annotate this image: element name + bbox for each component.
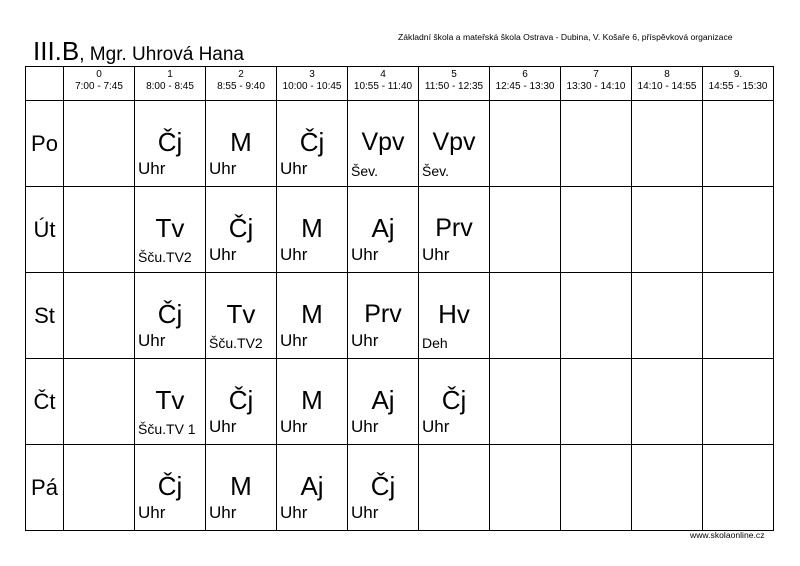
empty-cell xyxy=(490,101,561,187)
day-row-st xyxy=(26,273,774,359)
period-number: 4 xyxy=(380,69,386,80)
lesson-teacher: Uhr xyxy=(209,159,237,178)
lesson-teacher: Šču.TV2 xyxy=(138,249,192,265)
lesson-teacher: Uhr xyxy=(209,245,237,264)
lesson-subject: M xyxy=(301,299,323,329)
empty-cell xyxy=(490,445,561,531)
empty-cell xyxy=(64,359,135,445)
period-number: 9. xyxy=(733,69,743,80)
lesson-cell xyxy=(206,273,277,359)
lesson-subject: Tv xyxy=(226,299,256,329)
lesson-subject: Hv xyxy=(438,299,470,329)
period-time: 12:45 - 13:30 xyxy=(495,81,555,92)
corner-cell xyxy=(26,67,64,101)
lesson-subject: M xyxy=(230,127,252,157)
day-name: Po xyxy=(26,101,64,187)
footer-website: www.skolaonline.cz xyxy=(690,530,765,540)
period-time: 7:00 - 7:45 xyxy=(75,81,123,92)
lesson-teacher: Uhr xyxy=(422,245,450,264)
empty-cell xyxy=(561,101,632,187)
lesson-cell xyxy=(277,187,348,273)
lesson-cell xyxy=(419,359,490,445)
lesson-subject: Tv xyxy=(155,385,185,415)
period-time: 8:00 - 8:45 xyxy=(146,81,194,92)
day-name: Pá xyxy=(26,445,64,531)
empty-cell xyxy=(632,273,703,359)
lesson-subject: Prv xyxy=(435,214,473,242)
lesson-teacher: Uhr xyxy=(280,159,308,178)
period-number: 5 xyxy=(451,69,457,80)
period-header-8 xyxy=(632,67,703,101)
empty-cell xyxy=(703,273,774,359)
empty-cell xyxy=(490,273,561,359)
lesson-subject: Aj xyxy=(371,213,395,243)
empty-cell xyxy=(64,445,135,531)
empty-cell xyxy=(490,187,561,273)
period-time: 10:00 - 10:45 xyxy=(282,81,342,92)
empty-cell xyxy=(632,101,703,187)
empty-cell xyxy=(64,187,135,273)
class-name: III.B xyxy=(33,36,80,66)
period-header-row xyxy=(26,67,774,101)
lesson-subject: Prv xyxy=(364,300,402,328)
lesson-cell xyxy=(206,445,277,531)
lesson-cell xyxy=(206,359,277,445)
empty-cell xyxy=(703,187,774,273)
lesson-subject: Čj xyxy=(299,127,325,157)
period-header-0 xyxy=(64,67,135,101)
period-header-7 xyxy=(561,67,632,101)
empty-cell xyxy=(703,445,774,531)
empty-cell xyxy=(561,359,632,445)
lesson-teacher: Deh xyxy=(422,335,448,351)
lesson-teacher: Uhr xyxy=(280,245,308,264)
lesson-teacher: Šču.TV 1 xyxy=(138,421,196,437)
lesson-subject: Tv xyxy=(155,213,185,243)
empty-cell xyxy=(490,359,561,445)
period-header-5 xyxy=(419,67,490,101)
lesson-cell xyxy=(135,273,206,359)
lesson-cell xyxy=(348,187,419,273)
lesson-cell xyxy=(206,187,277,273)
school-name: Základní škola a mateřská škola Ostrava - Dubina, V. Košaře 6, příspěvková organizace xyxy=(398,32,733,42)
lesson-subject: M xyxy=(230,471,252,501)
lesson-teacher: Uhr xyxy=(209,503,237,522)
lesson-teacher: Uhr xyxy=(351,503,379,522)
lesson-subject: Vpv xyxy=(361,128,405,156)
day-name: Čt xyxy=(26,359,64,445)
lesson-teacher: Uhr xyxy=(351,331,379,350)
lesson-cell xyxy=(348,359,419,445)
lesson-subject: Čj xyxy=(441,385,467,415)
lesson-teacher: Šev. xyxy=(422,163,449,179)
period-number: 7 xyxy=(593,69,599,80)
period-time: 14:55 - 15:30 xyxy=(708,81,768,92)
lesson-cell xyxy=(135,101,206,187)
period-number: 1 xyxy=(167,69,173,80)
period-number: 0 xyxy=(96,69,102,80)
lesson-cell xyxy=(135,187,206,273)
period-time: 14:10 - 14:55 xyxy=(637,81,697,92)
period-header-6 xyxy=(490,67,561,101)
lesson-cell xyxy=(348,273,419,359)
lesson-teacher: Uhr xyxy=(280,417,308,436)
day-name: St xyxy=(26,273,64,359)
period-header-2 xyxy=(206,67,277,101)
empty-cell xyxy=(419,445,490,531)
lesson-subject: Čj xyxy=(157,299,183,329)
period-time: 13:30 - 14:10 xyxy=(566,81,626,92)
lesson-teacher: Uhr xyxy=(138,159,166,178)
period-header-1 xyxy=(135,67,206,101)
lesson-subject: Čj xyxy=(228,213,254,243)
timetable-grid xyxy=(25,66,774,531)
period-header-4 xyxy=(348,67,419,101)
lesson-cell xyxy=(348,445,419,531)
lesson-cell xyxy=(135,445,206,531)
lesson-subject: Aj xyxy=(300,471,324,501)
period-header-9 xyxy=(703,67,774,101)
lesson-teacher: Uhr xyxy=(138,503,166,522)
empty-cell xyxy=(64,273,135,359)
empty-cell xyxy=(632,445,703,531)
lesson-cell xyxy=(277,273,348,359)
lesson-cell xyxy=(419,187,490,273)
lesson-teacher: Uhr xyxy=(351,417,379,436)
period-number: 3 xyxy=(309,69,315,80)
lesson-teacher: Uhr xyxy=(280,503,308,522)
lesson-subject: Čj xyxy=(370,471,396,501)
empty-cell xyxy=(632,359,703,445)
lesson-teacher: Uhr xyxy=(422,417,450,436)
lesson-cell xyxy=(277,101,348,187)
lesson-teacher: Uhr xyxy=(351,245,379,264)
period-time: 10:55 - 11:40 xyxy=(353,81,413,92)
lesson-cell xyxy=(419,273,490,359)
page-title xyxy=(33,38,244,64)
teacher-name: , Mgr. Uhrová Hana xyxy=(79,44,244,65)
period-header-3 xyxy=(277,67,348,101)
lesson-cell xyxy=(419,101,490,187)
day-row-po xyxy=(26,101,774,187)
empty-cell xyxy=(561,273,632,359)
period-time: 8:55 - 9:40 xyxy=(217,81,265,92)
empty-cell xyxy=(703,101,774,187)
period-number: 8 xyxy=(664,69,670,80)
lesson-subject: M xyxy=(301,385,323,415)
period-number: 2 xyxy=(238,69,244,80)
lesson-cell xyxy=(277,359,348,445)
lesson-subject: Aj xyxy=(371,385,395,415)
day-row-pa xyxy=(26,445,774,531)
day-name: Út xyxy=(26,187,64,273)
lesson-subject: Vpv xyxy=(432,128,476,156)
lesson-teacher: Šču.TV2 xyxy=(209,335,263,351)
day-row-ut xyxy=(26,187,774,273)
empty-cell xyxy=(632,187,703,273)
lesson-teacher: Šev. xyxy=(351,163,378,179)
empty-cell xyxy=(64,101,135,187)
empty-cell xyxy=(561,445,632,531)
lesson-cell xyxy=(206,101,277,187)
lesson-subject: Čj xyxy=(157,471,183,501)
lesson-subject: M xyxy=(301,213,323,243)
day-row-ct xyxy=(26,359,774,445)
lesson-teacher: Uhr xyxy=(280,331,308,350)
lesson-cell xyxy=(348,101,419,187)
lesson-cell xyxy=(277,445,348,531)
lesson-subject: Čj xyxy=(228,385,254,415)
period-number: 6 xyxy=(522,69,528,80)
empty-cell xyxy=(703,359,774,445)
period-time: 11:50 - 12:35 xyxy=(424,81,484,92)
lesson-cell xyxy=(135,359,206,445)
lesson-teacher: Uhr xyxy=(138,331,166,350)
lesson-teacher: Uhr xyxy=(209,417,237,436)
lesson-subject: Čj xyxy=(157,127,183,157)
empty-cell xyxy=(561,187,632,273)
